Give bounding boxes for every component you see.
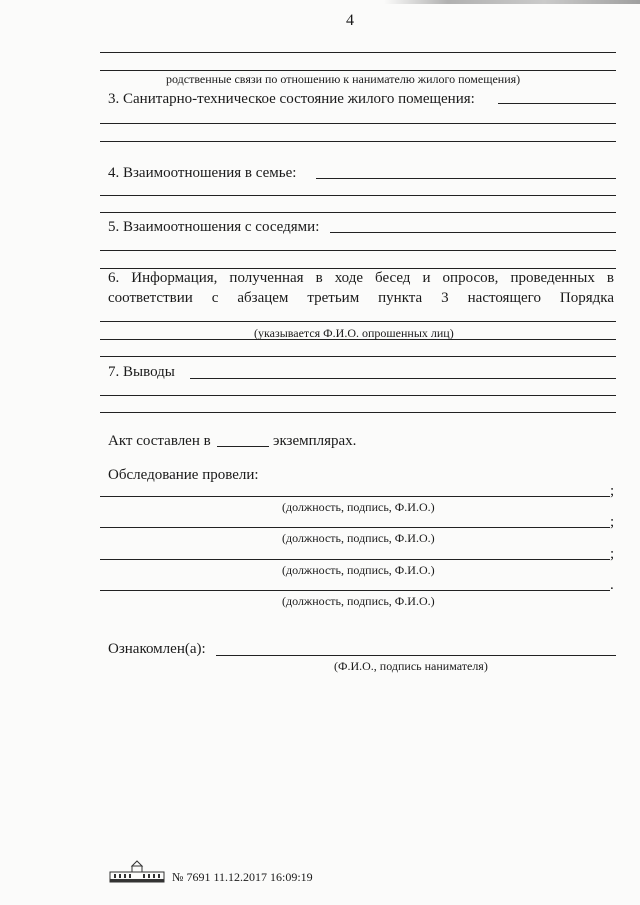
section-6-line-1: 6. Информация, полученная в ходе бесед и опросов, проведенных в [108, 270, 614, 286]
blank-line [100, 250, 616, 251]
footer-stamp: № 7691 11.12.2017 16:09:19 [172, 870, 313, 884]
page-number: 4 [346, 12, 354, 29]
section-7-heading: 7. Выводы [108, 364, 175, 380]
signature-line [100, 559, 610, 560]
section-3-heading: 3. Санитарно-техническое состояние жилого помещения: [108, 91, 475, 107]
section-5-heading: 5. Взаимоотношения с соседями: [108, 219, 320, 235]
act-prefix: Акт составлен в [108, 433, 211, 449]
blank-line [100, 70, 616, 71]
blank-line [100, 339, 616, 340]
building-logo-icon [108, 858, 166, 884]
copies-field [217, 446, 269, 447]
blank-line [100, 195, 616, 196]
blank-line [100, 321, 616, 322]
field-line [330, 232, 616, 233]
signer-caption: (должность, подпись, Ф.И.О.) [282, 594, 435, 608]
acquainted-label: Ознакомлен(а): [108, 641, 206, 657]
blank-line [100, 356, 616, 357]
section-4-heading: 4. Взаимоотношения в семье: [108, 165, 297, 181]
section-6-line-2: соответствии с абзацем третьим пункта 3 настоящего Порядка [108, 290, 614, 306]
field-line [498, 103, 616, 104]
signer-caption: (должность, подпись, Ф.И.О.) [282, 531, 435, 545]
acquainted-line [216, 655, 616, 656]
inspected-label: Обследование провели: [108, 467, 259, 483]
acquainted-caption: (Ф.И.О., подпись нанимателя) [334, 659, 488, 673]
act-suffix: экземплярах. [273, 433, 357, 449]
signature-line [100, 527, 610, 528]
signer-end: ; [610, 483, 615, 499]
blank-line [100, 412, 616, 413]
signer-end: ; [610, 546, 615, 562]
signature-line [100, 590, 610, 591]
blank-line [100, 123, 616, 124]
signature-line [100, 496, 610, 497]
signer-end: . [610, 577, 614, 593]
field-line [316, 178, 616, 179]
signer-end: ; [610, 514, 615, 530]
scan-edge [0, 0, 640, 4]
blank-line [100, 395, 616, 396]
caption-fio: (указывается Ф.И.О. опрошенных лиц) [254, 326, 454, 340]
signer-caption: (должность, подпись, Ф.И.О.) [282, 563, 435, 577]
blank-line [100, 212, 616, 213]
signer-caption: (должность, подпись, Ф.И.О.) [282, 500, 435, 514]
field-line [190, 378, 616, 379]
blank-line [100, 52, 616, 53]
caption-relations: родственные связи по отношению к нанимателю жилого помещения) [166, 72, 521, 86]
blank-line [100, 141, 616, 142]
